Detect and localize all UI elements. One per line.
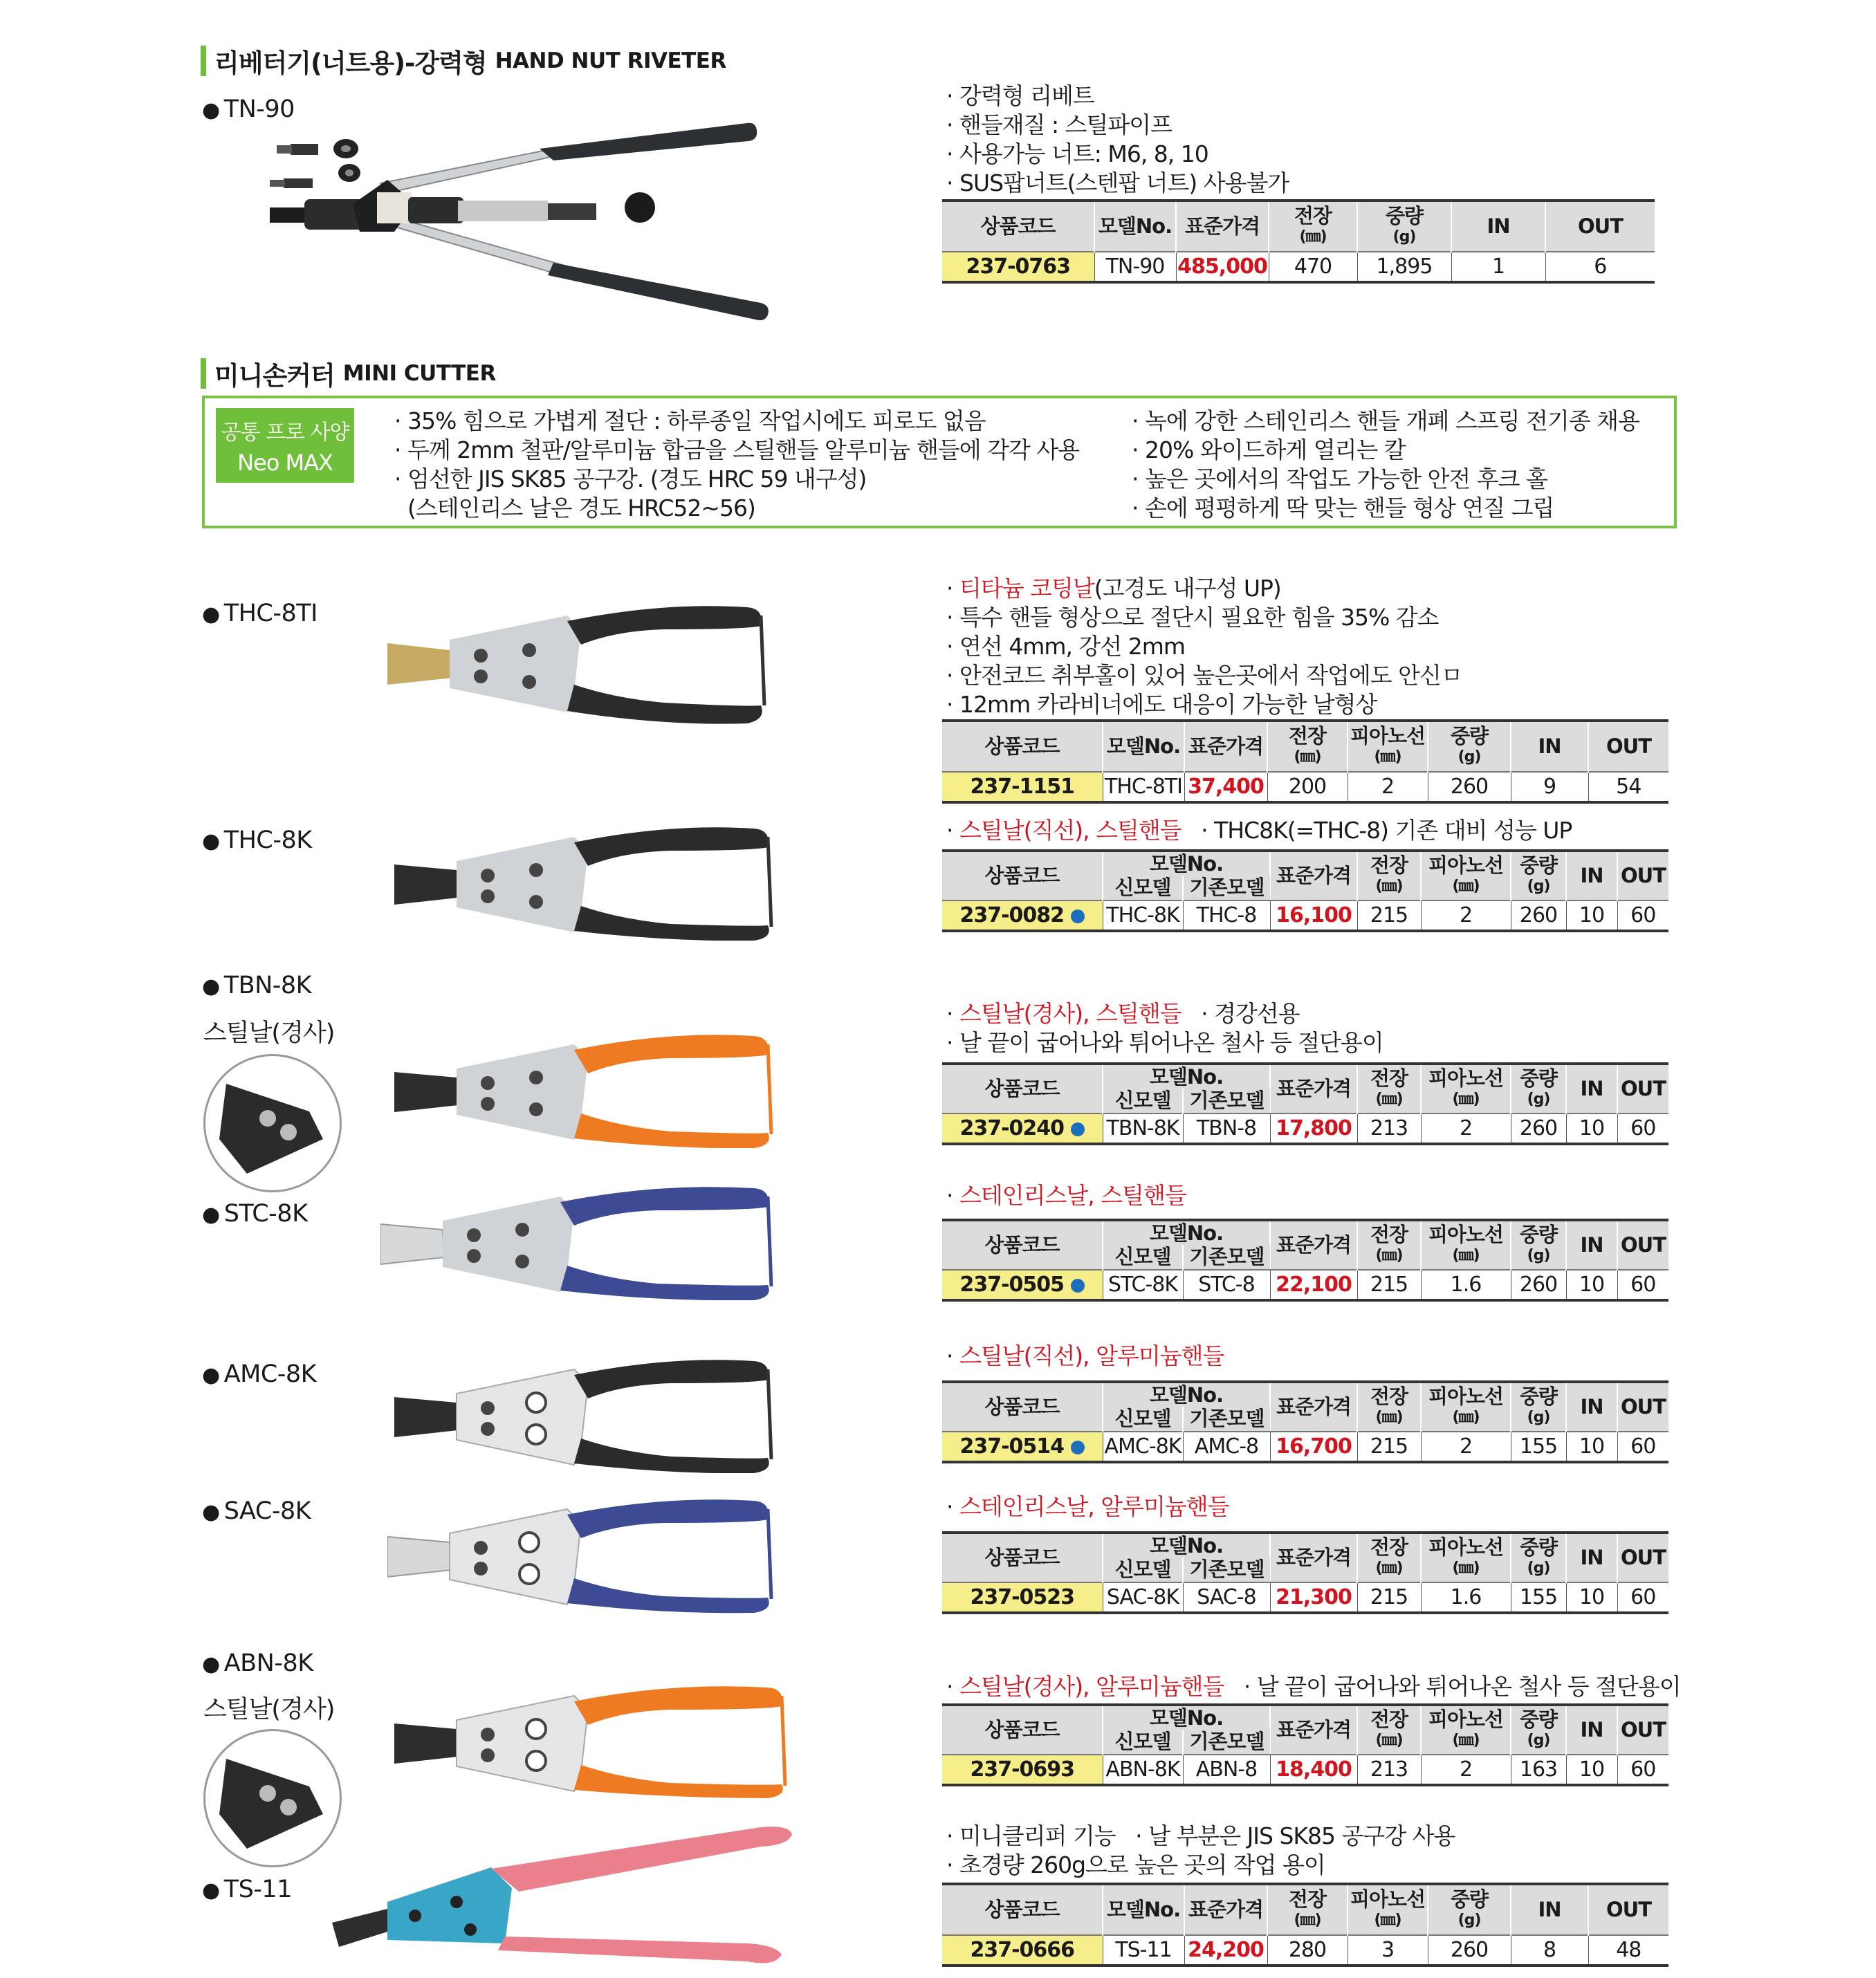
header-out: OUT [1588, 1884, 1668, 1935]
in-qty: 1 [1451, 252, 1545, 282]
common-spec-badge [216, 408, 354, 483]
price: 21,300 [1270, 1582, 1357, 1613]
header-piano: 피아노선 (㎜) [1421, 1705, 1511, 1755]
header-price: 표준가격 [1270, 1064, 1357, 1113]
header-out: OUT [1617, 851, 1668, 900]
product-code: 237-0082 [942, 900, 1103, 931]
header-price: 표준가격 [1184, 721, 1267, 772]
product-code: 237-0240 [942, 1113, 1103, 1144]
price: 16,100 [1270, 900, 1357, 931]
header-out: OUT [1617, 1064, 1668, 1113]
abn8k-image [394, 1681, 796, 1798]
new-model-dot-icon [1071, 1441, 1085, 1454]
price: 16,700 [1270, 1432, 1357, 1462]
header-price: 표준가격 [1176, 201, 1269, 252]
length: 213 [1357, 1755, 1421, 1785]
header-old-model: 기존모델 [1183, 1089, 1270, 1113]
header-new-model: 신모델 [1103, 876, 1183, 900]
piano-wire: 1.6 [1421, 1270, 1511, 1300]
piano-wire: 2 [1421, 1432, 1511, 1462]
ts11-bullet-2: 초경량 260g으로 높은 곳의 작업 용이 [959, 1851, 1325, 1878]
common-spec-brand: Neo MAX [237, 450, 333, 476]
length: 215 [1357, 1582, 1421, 1613]
abn8k-blade-inset [203, 1729, 342, 1867]
header-weight: 중량 (g) [1511, 851, 1566, 900]
header-in: IN [1566, 1220, 1617, 1270]
weight: 260 [1428, 772, 1511, 802]
header-length: 전장 (㎜) [1357, 1705, 1421, 1755]
length: 470 [1269, 252, 1357, 282]
header-out: OUT [1617, 1533, 1668, 1582]
header-piano: 피아노선 (㎜) [1348, 1884, 1428, 1935]
tbn8k-image [394, 1030, 782, 1148]
ts11-image [332, 1819, 802, 1978]
new-model-dot-icon [1071, 909, 1085, 923]
table-row [942, 772, 1668, 802]
thc8k-desc-red: 스틸날(직선), 스틸핸들 [959, 817, 1181, 844]
minicutter-section-title [201, 356, 496, 391]
header-piano: 피아노선 (㎜) [1421, 1064, 1511, 1113]
header-weight: 중량 (g) [1511, 1533, 1566, 1582]
ts11-bullet-1a: 미니클리퍼 기능 [959, 1822, 1116, 1849]
thc8ti-image [387, 602, 782, 726]
header-length: 전장 (㎜) [1357, 851, 1421, 900]
header-price: 표준가격 [1270, 1220, 1357, 1270]
header-weight: 중량 (g) [1357, 201, 1451, 252]
price: 24,200 [1184, 1935, 1267, 1966]
header-length: 전장 (㎜) [1357, 1382, 1421, 1432]
thc8k-desc: · 스틸날(직선), 스틸핸들 · THC8K(=THC-8) 기존 대비 성능 UP [946, 817, 1572, 844]
piano-wire: 2 [1421, 1113, 1511, 1144]
out-qty: 60 [1617, 1755, 1668, 1785]
ts11-model: TS-11 [223, 1876, 292, 1903]
header-price: 표준가격 [1270, 1382, 1357, 1432]
riveter-bullet: · SUS팝너트(스텐팝 너트) 사용불가 [946, 169, 1289, 196]
weight: 260 [1511, 1270, 1566, 1300]
minicutter-title-ko: 미니손커터 [214, 361, 335, 391]
sac8k-model: SAC-8K [223, 1497, 311, 1525]
header-price: 표준가격 [1184, 1884, 1267, 1935]
weight: 260 [1511, 1113, 1566, 1144]
model-no: TS-11 [1103, 1935, 1184, 1966]
new-model: TBN-8K [1103, 1113, 1183, 1144]
out-qty: 60 [1617, 1432, 1668, 1462]
header-weight: 중량 (g) [1428, 721, 1511, 772]
amc8k-image [394, 1356, 782, 1473]
new-model: THC-8K [1103, 900, 1183, 931]
header-in: IN [1566, 1382, 1617, 1432]
old-model: THC-8 [1183, 900, 1270, 931]
table-row [942, 1755, 1668, 1785]
piano-wire: 1.6 [1421, 1582, 1511, 1613]
amc8k-model-label: ● AMC-8K [202, 1360, 317, 1388]
header-in: IN [1511, 1884, 1588, 1935]
out-qty: 60 [1617, 1270, 1668, 1300]
sac8k-model-label: ● SAC-8K [202, 1497, 311, 1525]
sac8k-spec-table [942, 1531, 1668, 1614]
common-spec-left [394, 407, 1079, 523]
abn8k-model: ABN-8K [223, 1649, 313, 1677]
header-length: 전장 (㎜) [1267, 1884, 1348, 1935]
sac8k-desc: · 스테인리스날, 알루미늄핸들 [946, 1493, 1229, 1520]
header-new-model: 신모델 [1103, 1730, 1183, 1755]
thc8ti-bullet: · 연선 4mm, 강선 2mm [946, 633, 1186, 660]
length: 215 [1357, 1270, 1421, 1300]
abn8k-spec-table [942, 1703, 1668, 1786]
header-price: 표준가격 [1270, 1533, 1357, 1582]
common-bullet: · 손에 평평하게 딱 맞는 핸들 형상 연질 그립 [1132, 494, 1554, 521]
thc8ti-bullets [946, 574, 1462, 719]
price: 485,000 [1176, 252, 1269, 282]
weight: 155 [1511, 1432, 1566, 1462]
out-qty: 60 [1617, 900, 1668, 931]
length: 213 [1357, 1113, 1421, 1144]
header-out: OUT [1617, 1382, 1668, 1432]
table-row [942, 900, 1668, 931]
price: 18,400 [1270, 1755, 1357, 1785]
riveter-image [263, 118, 789, 332]
riveter-title-en: HAND NUT RIVETER [495, 48, 726, 73]
header-code: 상품코드 [942, 1382, 1103, 1432]
common-spec-box [202, 396, 1677, 528]
in-qty: 9 [1511, 772, 1588, 802]
header-old-model: 기존모델 [1183, 876, 1270, 900]
abn8k-model-label: ● ABN-8K [202, 1649, 313, 1677]
header-model: 모델No. [1103, 1220, 1270, 1245]
common-spec-label: 공통 프로 사양 [221, 420, 349, 445]
header-model: 모델No. [1103, 721, 1184, 772]
riveter-title-ko: 리베터기(너트용)-강력형 [214, 48, 487, 78]
header-piano: 피아노선 (㎜) [1421, 1533, 1511, 1582]
length: 200 [1267, 772, 1348, 802]
header-new-model: 신모델 [1103, 1407, 1183, 1432]
thc8ti-bullet: · 12mm 카라비너에도 대응이 가능한 날형상 [946, 691, 1377, 718]
header-price: 표준가격 [1270, 1705, 1357, 1755]
header-code: 상품코드 [942, 721, 1103, 772]
header-in: IN [1566, 851, 1617, 900]
new-model: AMC-8K [1103, 1432, 1183, 1462]
stc8k-image [380, 1183, 782, 1300]
header-model: 모델No. [1103, 1533, 1270, 1558]
thc8k-desc-rest: THC8K(=THC-8) 기존 대비 성능 UP [1214, 817, 1572, 844]
common-bullet: · 20% 와이드하게 열리는 칼 [1132, 436, 1406, 463]
header-in: IN [1511, 721, 1588, 772]
header-out: OUT [1545, 201, 1655, 252]
header-length: 전장 (㎜) [1269, 201, 1357, 252]
header-code: 상품코드 [942, 1705, 1103, 1755]
header-out: OUT [1617, 1220, 1668, 1270]
out-qty: 54 [1588, 772, 1668, 802]
ts11-model-label: ● TS-11 [202, 1876, 292, 1903]
weight: 163 [1511, 1755, 1566, 1785]
riveter-bullet: · 핸들재질 : 스틸파이프 [946, 111, 1172, 138]
weight: 1,895 [1357, 252, 1451, 282]
tbn8k-desc: · 스틸날(경사), 스틸핸들 · 경강선용 · 날 끝이 굽어나와 튀어나온 철사 등 절단용이 [946, 1000, 1383, 1056]
header-length: 전장 (㎜) [1357, 1220, 1421, 1270]
weight: 260 [1511, 900, 1566, 931]
price: 17,800 [1270, 1113, 1357, 1144]
in-qty: 10 [1566, 1582, 1617, 1613]
header-old-model: 기존모델 [1183, 1730, 1270, 1755]
in-qty: 10 [1566, 1270, 1617, 1300]
product-code: 237-0693 [942, 1755, 1103, 1785]
header-length: 전장 (㎜) [1267, 721, 1348, 772]
thc8ti-model-label: ● THC-8TI [202, 600, 318, 627]
header-code: 상품코드 [942, 201, 1094, 252]
header-weight: 중량 (g) [1511, 1705, 1566, 1755]
header-in: IN [1566, 1064, 1617, 1113]
weight: 260 [1428, 1935, 1511, 1966]
length: 215 [1357, 900, 1421, 931]
header-piano: 피아노선 (㎜) [1421, 1220, 1511, 1270]
header-weight: 중량 (g) [1511, 1064, 1566, 1113]
piano-wire: 3 [1348, 1935, 1428, 1966]
header-out: OUT [1588, 721, 1668, 772]
abn8k-desc: · 스틸날(경사), 알루미늄핸들 · 날 끝이 굽어나와 튀어나온 철사 등 절단용이 [946, 1673, 1681, 1700]
out-qty: 6 [1545, 252, 1655, 282]
product-code: 237-0763 [942, 252, 1094, 282]
header-new-model: 신모델 [1103, 1558, 1183, 1582]
tbn8k-desc2: 날 끝이 굽어나와 튀어나온 철사 등 절단용이 [959, 1029, 1383, 1056]
header-code: 상품코드 [942, 851, 1103, 900]
model-no: TN-90 [1094, 252, 1176, 282]
thc8ti-model: THC-8TI [223, 600, 318, 627]
common-bullet: · 높은 곳에서의 작업도 가능한 안전 후크 홀 [1132, 465, 1547, 492]
table-row [942, 1270, 1668, 1300]
thc8ti-bullet: · 티타늄 코팅날(고경도 내구성 UP) [946, 575, 1281, 602]
old-model: ABN-8 [1183, 1755, 1270, 1785]
header-model: 모델No. [1103, 1064, 1270, 1089]
in-qty: 10 [1566, 900, 1617, 931]
old-model: AMC-8 [1183, 1432, 1270, 1462]
header-old-model: 기존모델 [1183, 1245, 1270, 1270]
table-row [942, 1113, 1668, 1144]
out-qty: 48 [1588, 1935, 1668, 1966]
piano-wire: 2 [1421, 1755, 1511, 1785]
header-weight: 중량 (g) [1511, 1220, 1566, 1270]
thc8ti-spec-table [942, 719, 1668, 804]
header-code: 상품코드 [942, 1064, 1103, 1113]
header-in: IN [1566, 1533, 1617, 1582]
common-bullet: · 35% 힘으로 가볍게 절단 : 하루종일 작업시에도 피로도 없음 [394, 407, 986, 434]
in-qty: 10 [1566, 1113, 1617, 1144]
header-piano: 피아노선 (㎜) [1421, 851, 1511, 900]
section-accent-bar [201, 46, 206, 76]
stc8k-desc-red: 스테인리스날, 스틸핸들 [959, 1182, 1186, 1209]
riveter-section-title [201, 44, 726, 78]
amc8k-spec-table [942, 1380, 1668, 1463]
amc8k-desc: · 스틸날(직선), 알루미늄핸들 [946, 1342, 1224, 1369]
tbn8k-sub: 스틸날(경사) [203, 1019, 335, 1047]
header-code: 상품코드 [942, 1884, 1103, 1935]
header-model: 모델No. [1103, 1382, 1270, 1407]
header-weight: 중량 (g) [1428, 1884, 1511, 1935]
new-model-dot-icon [1071, 1279, 1085, 1293]
new-model-dot-icon [1071, 1122, 1085, 1136]
thc8ti-bullet: · 특수 핸들 형상으로 절단시 필요한 힘을 35% 감소 [946, 604, 1439, 631]
header-model: 모델No. [1103, 851, 1270, 876]
stc8k-desc: · 스테인리스날, 스틸핸들 [946, 1182, 1186, 1209]
ts11-spec-table [942, 1883, 1668, 1967]
amc8k-model: AMC-8K [223, 1360, 317, 1388]
length: 280 [1267, 1935, 1348, 1966]
table-row [942, 1582, 1668, 1613]
header-in: IN [1451, 201, 1545, 252]
header-code: 상품코드 [942, 1220, 1103, 1270]
new-model: SAC-8K [1103, 1582, 1183, 1613]
riveter-bullet: · 사용가능 너트: M6, 8, 10 [946, 140, 1208, 167]
common-bullet: · 엄선한 JIS SK85 공구강. (경도 HRC 59 내구성) [394, 465, 867, 492]
table-row [942, 252, 1655, 282]
header-length: 전장 (㎜) [1357, 1533, 1421, 1582]
section-accent-bar [201, 358, 206, 389]
common-bullet: · 두께 2mm 철판/알루미늄 합금을 스틸핸들 알루미늄 핸들에 각각 사용 [394, 436, 1080, 463]
tbn8k-desc-red: 스틸날(경사), 스틸핸들 [959, 1000, 1181, 1027]
table-row [942, 1432, 1668, 1462]
abn8k-sub: 스틸날(경사) [203, 1696, 335, 1723]
header-new-model: 신모델 [1103, 1089, 1183, 1113]
product-code: 237-0523 [942, 1582, 1103, 1613]
header-in: IN [1566, 1705, 1617, 1755]
tbn8k-spec-table [942, 1062, 1668, 1145]
product-code: 237-0514 [942, 1432, 1103, 1462]
stc8k-model: STC-8K [223, 1200, 308, 1228]
thc8k-model: THC-8K [223, 826, 312, 854]
tbn8k-blade-inset [203, 1054, 342, 1192]
thc8ti-bullet: · 안전코드 취부홀이 있어 높은곳에서 작업에도 안신ㅁ [946, 662, 1462, 689]
header-piano: 피아노선 (㎜) [1348, 721, 1428, 772]
thc8k-spec-table [942, 849, 1668, 932]
riveter-model-label: ● TN-90 [202, 95, 295, 123]
header-old-model: 기존모델 [1183, 1407, 1270, 1432]
piano-wire: 2 [1421, 900, 1511, 931]
new-model: ABN-8K [1103, 1755, 1183, 1785]
old-model: SAC-8 [1183, 1582, 1270, 1613]
sac8k-image [387, 1494, 782, 1615]
header-price: 표준가격 [1270, 851, 1357, 900]
header-piano: 피아노선 (㎜) [1421, 1382, 1511, 1432]
sac8k-desc-red: 스테인리스날, 알루미늄핸들 [959, 1493, 1229, 1520]
in-qty: 10 [1566, 1755, 1617, 1785]
riveter-bullets [946, 82, 1289, 198]
product-code: 237-1151 [942, 772, 1103, 802]
common-bullet: (스테인리스 날은 경도 HRC52~56) [407, 494, 755, 521]
in-qty: 10 [1566, 1432, 1617, 1462]
out-qty: 60 [1617, 1582, 1668, 1613]
stc8k-model-label: ● STC-8K [202, 1200, 308, 1228]
price: 22,100 [1270, 1270, 1357, 1300]
header-old-model: 기존모델 [1183, 1558, 1270, 1582]
model-no: THC-8TI [1103, 772, 1184, 802]
header-code: 상품코드 [942, 1533, 1103, 1582]
old-model: STC-8 [1183, 1270, 1270, 1300]
riveter-bullet: · 강력형 리베트 [946, 82, 1094, 109]
in-qty: 8 [1511, 1935, 1588, 1966]
thc8k-image [394, 823, 782, 941]
header-new-model: 신모델 [1103, 1245, 1183, 1270]
ts11-bullet-1b: 날 부분은 JIS SK85 공구강 사용 [1148, 1822, 1455, 1849]
old-model: TBN-8 [1183, 1113, 1270, 1144]
abn8k-desc-red: 스틸날(경사), 알루미늄핸들 [959, 1673, 1224, 1700]
product-code: 237-0666 [942, 1935, 1103, 1966]
riveter-model: TN-90 [223, 95, 295, 123]
header-out: OUT [1617, 1705, 1668, 1755]
common-bullet: · 녹에 강한 스테인리스 핸들 개폐 스프링 전기종 채용 [1132, 407, 1639, 434]
header-model: 모델No. [1094, 201, 1176, 252]
tbn8k-model-label: ● TBN-8K [202, 972, 312, 999]
price: 37,400 [1184, 772, 1267, 802]
product-code: 237-0505 [942, 1270, 1103, 1300]
weight: 155 [1511, 1582, 1566, 1613]
tbn8k-desc-rest: 경강선용 [1214, 1000, 1300, 1027]
header-weight: 중량 (g) [1511, 1382, 1566, 1432]
length: 215 [1357, 1432, 1421, 1462]
riveter-spec-table [942, 199, 1655, 284]
new-model: STC-8K [1103, 1270, 1183, 1300]
amc8k-desc-red: 스틸날(직선), 알루미늄핸들 [959, 1342, 1224, 1369]
tbn8k-model: TBN-8K [223, 972, 312, 999]
table-row [942, 1935, 1668, 1966]
thc8k-model-label: ● THC-8K [202, 826, 312, 854]
piano-wire: 2 [1348, 772, 1428, 802]
common-spec-right [1132, 407, 1639, 523]
ts11-bullets: · 미니클리퍼 기능 · 날 부분은 JIS SK85 공구강 사용 · 초경량 260g으로 높은 곳의 작업 용이 [946, 1822, 1455, 1878]
header-model: 모델No. [1103, 1705, 1270, 1730]
minicutter-title-en: MINI CUTTER [342, 361, 496, 386]
stc8k-spec-table [942, 1219, 1668, 1302]
abn8k-desc-rest: 날 끝이 굽어나와 튀어나온 철사 등 절단용이 [1256, 1673, 1681, 1700]
out-qty: 60 [1617, 1113, 1668, 1144]
header-model: 모델No. [1103, 1884, 1184, 1935]
header-length: 전장 (㎜) [1357, 1064, 1421, 1113]
